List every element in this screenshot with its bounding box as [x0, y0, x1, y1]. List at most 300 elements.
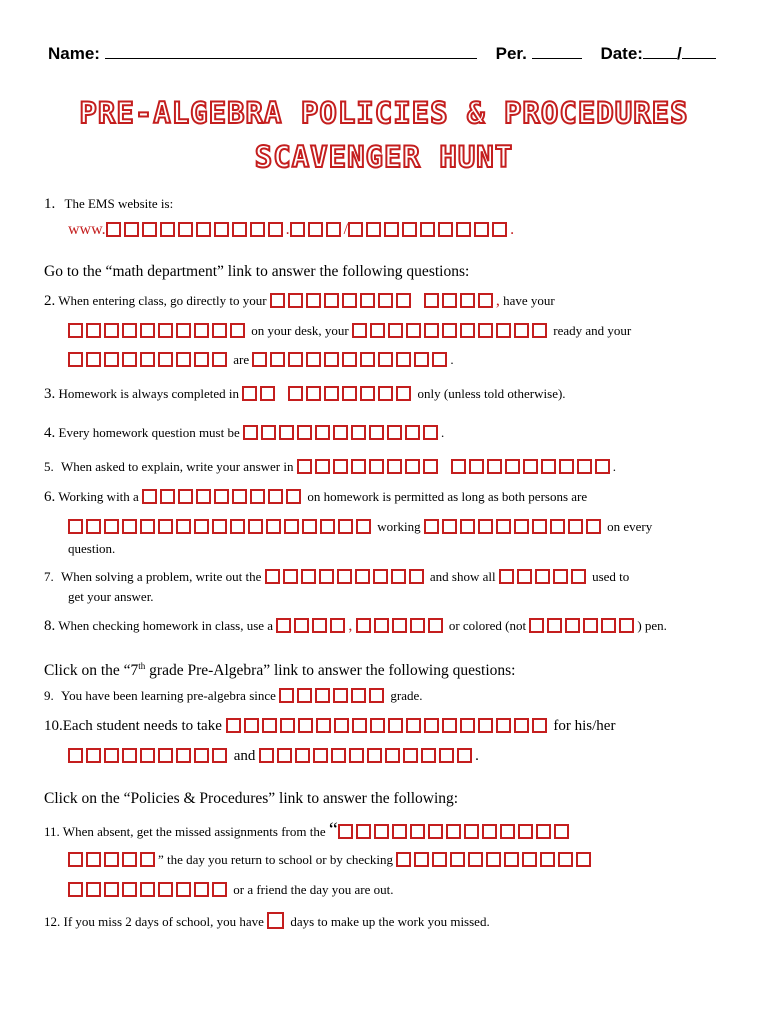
answer-letter-box[interactable] [514, 718, 529, 733]
answer-letter-box[interactable] [298, 718, 313, 733]
answer-letter-box[interactable] [176, 323, 191, 338]
answer-letter-box[interactable] [302, 519, 317, 534]
answer-boxes[interactable] [297, 459, 613, 480]
answer-letter-box[interactable] [342, 352, 357, 367]
answer-letter-box[interactable] [547, 618, 562, 633]
answer-letter-box[interactable] [194, 882, 209, 897]
answer-boxes[interactable] [68, 852, 158, 873]
answer-letter-box[interactable] [410, 824, 425, 839]
answer-letter-box[interactable] [374, 824, 389, 839]
answer-letter-box[interactable] [568, 519, 583, 534]
answer-letter-box[interactable] [230, 519, 245, 534]
answer-letter-box[interactable] [442, 293, 457, 308]
answer-letter-box[interactable] [559, 459, 574, 474]
answer-letter-box[interactable] [315, 459, 330, 474]
answer-letter-box[interactable] [387, 459, 402, 474]
answer-letter-box[interactable] [86, 352, 101, 367]
answer-letter-box[interactable] [442, 323, 457, 338]
answer-letter-box[interactable] [355, 569, 370, 584]
answer-letter-box[interactable] [384, 222, 399, 237]
answer-letter-box[interactable] [270, 352, 285, 367]
answer-letter-box[interactable] [212, 882, 227, 897]
date-separator: / [676, 44, 682, 63]
answer-letter-box[interactable] [122, 519, 137, 534]
answer-letter-box[interactable] [196, 222, 211, 237]
answer-letter-box[interactable] [252, 352, 267, 367]
answer-letter-box[interactable] [122, 323, 137, 338]
answer-letter-box[interactable] [243, 425, 258, 440]
answer-letter-box[interactable] [464, 824, 479, 839]
answer-letter-box[interactable] [478, 293, 493, 308]
answer-boxes[interactable] [68, 882, 230, 903]
answer-letter-box[interactable] [280, 718, 295, 733]
answer-letter-box[interactable] [369, 459, 384, 474]
answer-letter-box[interactable] [158, 352, 173, 367]
answer-letter-box[interactable] [356, 618, 371, 633]
answer-boxes[interactable] [338, 824, 572, 845]
answer-letter-box[interactable] [396, 852, 411, 867]
answer-letter-box[interactable] [360, 386, 375, 401]
answer-letter-box[interactable] [396, 352, 411, 367]
answer-letter-box[interactable] [295, 748, 310, 763]
answer-letter-box[interactable] [565, 618, 580, 633]
answer-letter-box[interactable] [576, 852, 591, 867]
answer-letter-box[interactable] [324, 352, 339, 367]
answer-letter-box[interactable] [265, 569, 280, 584]
answer-letter-box[interactable] [261, 425, 276, 440]
answer-letter-box[interactable] [158, 323, 173, 338]
answer-letter-box[interactable] [367, 748, 382, 763]
answer-letter-box[interactable] [424, 293, 439, 308]
answer-boxes[interactable] [270, 293, 496, 314]
answer-letter-box[interactable] [370, 323, 385, 338]
answer-letter-box[interactable] [450, 852, 465, 867]
answer-letter-box[interactable] [142, 489, 157, 504]
answer-letter-box[interactable] [68, 882, 83, 897]
answer-boxes-domain[interactable] [106, 222, 286, 243]
answer-letter-box[interactable] [460, 293, 475, 308]
answer-letter-box[interactable] [122, 352, 137, 367]
answer-letter-box[interactable] [360, 293, 375, 308]
answer-letter-box[interactable] [457, 748, 472, 763]
answer-letter-box[interactable] [351, 688, 366, 703]
answer-letter-box[interactable] [158, 882, 173, 897]
answer-letter-box[interactable] [438, 222, 453, 237]
answer-letter-box[interactable] [86, 519, 101, 534]
answer-letter-box[interactable] [326, 222, 341, 237]
answer-letter-box[interactable] [297, 459, 312, 474]
answer-boxes[interactable] [259, 748, 475, 769]
answer-letter-box[interactable] [212, 748, 227, 763]
answer-letter-box[interactable] [232, 222, 247, 237]
answer-letter-box[interactable] [86, 852, 101, 867]
answer-letter-box[interactable] [442, 718, 457, 733]
answer-letter-box[interactable] [396, 386, 411, 401]
answer-letter-box[interactable] [122, 748, 137, 763]
answer-letter-box[interactable] [122, 882, 137, 897]
answer-letter-box[interactable] [194, 748, 209, 763]
answer-letter-box[interactable] [601, 618, 616, 633]
answer-boxes[interactable] [252, 352, 450, 373]
answer-letter-box[interactable] [288, 293, 303, 308]
answer-letter-box[interactable] [369, 425, 384, 440]
answer-letter-box[interactable] [86, 323, 101, 338]
answer-letter-box[interactable] [158, 748, 173, 763]
answer-letter-box[interactable] [324, 293, 339, 308]
answer-letter-box[interactable] [571, 569, 586, 584]
answer-letter-box[interactable] [226, 718, 241, 733]
answer-letter-box[interactable] [356, 824, 371, 839]
answer-letter-box[interactable] [558, 852, 573, 867]
answer-boxes[interactable] [243, 425, 441, 446]
answer-letter-box[interactable] [405, 425, 420, 440]
answer-letter-box[interactable] [577, 459, 592, 474]
answer-letter-box[interactable] [532, 323, 547, 338]
answer-letter-box[interactable] [554, 824, 569, 839]
answer-letter-box[interactable] [496, 323, 511, 338]
answer-boxes[interactable] [529, 618, 637, 639]
answer-letter-box[interactable] [312, 618, 327, 633]
answer-letter-box[interactable] [313, 748, 328, 763]
answer-letter-box[interactable] [342, 386, 357, 401]
answer-boxes[interactable] [276, 618, 348, 639]
answer-letter-box[interactable] [409, 569, 424, 584]
answer-letter-box[interactable] [142, 222, 157, 237]
answer-boxes[interactable] [352, 323, 550, 344]
url-prefix: www. [68, 221, 106, 238]
answer-letter-box[interactable] [373, 569, 388, 584]
answer-letter-box[interactable] [178, 489, 193, 504]
answer-letter-box[interactable] [421, 748, 436, 763]
answer-letter-box[interactable] [522, 852, 537, 867]
answer-letter-box[interactable] [68, 519, 83, 534]
answer-letter-box[interactable] [482, 824, 497, 839]
answer-letter-box[interactable] [259, 748, 274, 763]
answer-letter-box[interactable] [423, 459, 438, 474]
answer-letter-box[interactable] [523, 459, 538, 474]
answer-letter-box[interactable] [268, 489, 283, 504]
answer-letter-box[interactable] [423, 425, 438, 440]
answer-letter-box[interactable] [535, 569, 550, 584]
answer-letter-box[interactable] [288, 352, 303, 367]
answer-letter-box[interactable] [140, 852, 155, 867]
answer-letter-box[interactable] [517, 569, 532, 584]
answer-letter-box[interactable] [250, 222, 265, 237]
answer-letter-box[interactable] [124, 222, 139, 237]
answer-letter-box[interactable] [315, 425, 330, 440]
answer-letter-box[interactable] [158, 519, 173, 534]
date-day-field[interactable] [682, 44, 716, 59]
answer-boxes-path[interactable] [348, 222, 510, 243]
answer-letter-box[interactable] [320, 519, 335, 534]
answer-letter-box[interactable] [402, 222, 417, 237]
answer-letter-box[interactable] [176, 882, 191, 897]
answer-letter-box[interactable] [306, 352, 321, 367]
answer-letter-box[interactable] [160, 489, 175, 504]
answer-letter-box[interactable] [460, 519, 475, 534]
answer-letter-box[interactable] [356, 519, 371, 534]
answer-boxes[interactable] [424, 519, 604, 540]
answer-letter-box[interactable] [442, 519, 457, 534]
answer-letter-box[interactable] [540, 852, 555, 867]
answer-letter-box[interactable] [348, 222, 363, 237]
answer-letter-box[interactable] [196, 489, 211, 504]
answer-letter-box[interactable] [104, 323, 119, 338]
answer-letter-box[interactable] [301, 569, 316, 584]
answer-letter-box[interactable] [456, 222, 471, 237]
answer-boxes[interactable] [226, 718, 550, 739]
answer-letter-box[interactable] [232, 489, 247, 504]
answer-letter-box[interactable] [104, 748, 119, 763]
answer-boxes[interactable] [68, 748, 230, 769]
answer-letter-box[interactable] [536, 824, 551, 839]
answer-letter-box[interactable] [286, 489, 301, 504]
answer-letter-box[interactable] [279, 688, 294, 703]
answer-letter-box[interactable] [106, 222, 121, 237]
answer-letter-box[interactable] [68, 323, 83, 338]
answer-letter-box[interactable] [212, 323, 227, 338]
answer-letter-box[interactable] [529, 618, 544, 633]
answer-letter-box[interactable] [532, 718, 547, 733]
answer-letter-box[interactable] [351, 459, 366, 474]
answer-letter-box[interactable] [160, 222, 175, 237]
answer-letter-box[interactable] [504, 852, 519, 867]
answer-letter-box[interactable] [424, 519, 439, 534]
answer-letter-box[interactable] [214, 489, 229, 504]
answer-letter-box[interactable] [619, 618, 634, 633]
answer-letter-box[interactable] [391, 569, 406, 584]
answer-letter-box[interactable] [178, 222, 193, 237]
answer-letter-box[interactable] [460, 718, 475, 733]
answer-letter-box[interactable] [406, 718, 421, 733]
answer-letter-box[interactable] [122, 852, 137, 867]
answer-letter-box[interactable] [496, 519, 511, 534]
period-field[interactable] [532, 44, 582, 59]
answer-letter-box[interactable] [499, 569, 514, 584]
answer-letter-box[interactable] [374, 618, 389, 633]
answer-letter-box[interactable] [342, 293, 357, 308]
answer-letter-box[interactable] [378, 293, 393, 308]
answer-letter-box[interactable] [284, 519, 299, 534]
answer-letter-box[interactable] [424, 323, 439, 338]
answer-letter-box[interactable] [306, 293, 321, 308]
answer-letter-box[interactable] [387, 425, 402, 440]
answer-letter-box[interactable] [333, 459, 348, 474]
answer-letter-box[interactable] [410, 618, 425, 633]
answer-letter-box[interactable] [541, 459, 556, 474]
answer-letter-box[interactable] [104, 852, 119, 867]
answer-boxes[interactable] [396, 852, 594, 873]
answer-letter-box[interactable] [414, 852, 429, 867]
answer-letter-box[interactable] [176, 352, 191, 367]
answer-letter-box[interactable] [68, 748, 83, 763]
answer-letter-box[interactable] [514, 519, 529, 534]
answer-letter-box[interactable] [297, 425, 312, 440]
answer-letter-box[interactable] [478, 323, 493, 338]
answer-letter-box[interactable] [420, 222, 435, 237]
answer-letter-box[interactable] [244, 718, 259, 733]
answer-letter-box[interactable] [514, 323, 529, 338]
question-text: and show all [429, 569, 496, 584]
answer-boxes[interactable] [68, 352, 230, 373]
answer-letter-box[interactable] [468, 852, 483, 867]
answer-letter-box[interactable] [550, 519, 565, 534]
answer-letter-box[interactable] [277, 748, 292, 763]
answer-letter-box[interactable] [337, 569, 352, 584]
answer-boxes[interactable] [68, 519, 374, 540]
answer-letter-box[interactable] [306, 386, 321, 401]
answer-letter-box[interactable] [308, 222, 323, 237]
answer-letter-box[interactable] [194, 352, 209, 367]
answer-letter-box[interactable] [104, 519, 119, 534]
answer-letter-box[interactable] [324, 386, 339, 401]
answer-letter-box[interactable] [366, 222, 381, 237]
answer-letter-box[interactable] [432, 352, 447, 367]
answer-letter-box[interactable] [360, 352, 375, 367]
question-text: If you miss 2 days of school, you have [63, 914, 264, 929]
answer-letter-box[interactable] [492, 222, 507, 237]
answer-letter-box[interactable] [214, 222, 229, 237]
answer-boxes[interactable] [142, 489, 304, 510]
answer-letter-box[interactable] [370, 718, 385, 733]
answer-letter-box[interactable] [250, 489, 265, 504]
answer-letter-box[interactable] [439, 748, 454, 763]
answer-letter-box[interactable] [369, 688, 384, 703]
answer-letter-box[interactable] [451, 459, 466, 474]
answer-letter-box[interactable] [392, 618, 407, 633]
answer-letter-box[interactable] [469, 459, 484, 474]
answer-boxes[interactable] [68, 323, 248, 344]
answer-letter-box[interactable] [446, 824, 461, 839]
answer-letter-box[interactable] [486, 852, 501, 867]
answer-letter-box[interactable] [330, 618, 345, 633]
answer-letter-box[interactable] [474, 222, 489, 237]
answer-letter-box[interactable] [248, 519, 263, 534]
answer-letter-box[interactable] [414, 352, 429, 367]
answer-letter-box[interactable] [392, 824, 407, 839]
answer-letter-box[interactable] [406, 323, 421, 338]
answer-letter-box[interactable] [595, 459, 610, 474]
answer-letter-box[interactable] [586, 519, 601, 534]
answer-letter-box[interactable] [212, 352, 227, 367]
answer-letter-box[interactable] [333, 425, 348, 440]
answer-letter-box[interactable] [378, 386, 393, 401]
answer-letter-box[interactable] [270, 293, 285, 308]
answer-letter-box[interactable] [460, 323, 475, 338]
answer-letter-box[interactable] [428, 618, 443, 633]
answer-letter-box[interactable] [349, 748, 364, 763]
answer-boxes[interactable] [499, 569, 589, 590]
answer-letter-box[interactable] [428, 824, 443, 839]
question-3 [44, 384, 566, 407]
answer-letter-box[interactable] [583, 618, 598, 633]
superscript: th [138, 661, 146, 671]
answer-letter-box[interactable] [279, 425, 294, 440]
answer-letter-box[interactable] [553, 569, 568, 584]
answer-letter-box[interactable] [140, 748, 155, 763]
answer-letter-box[interactable] [268, 222, 283, 237]
answer-letter-box[interactable] [260, 386, 275, 401]
answer-letter-box[interactable] [338, 519, 353, 534]
answer-letter-box[interactable] [104, 352, 119, 367]
answer-letter-box[interactable] [405, 459, 420, 474]
answer-letter-box[interactable] [496, 718, 511, 733]
answer-letter-box[interactable] [319, 569, 334, 584]
answer-boxes[interactable] [265, 569, 427, 590]
answer-letter-box[interactable] [176, 519, 191, 534]
answer-letter-box[interactable] [396, 293, 411, 308]
answer-letter-box[interactable] [378, 352, 393, 367]
answer-boxes-tld[interactable] [290, 222, 344, 243]
answer-letter-box[interactable] [478, 519, 493, 534]
answer-letter-box[interactable] [478, 718, 493, 733]
answer-letter-box[interactable] [194, 323, 209, 338]
answer-letter-box[interactable] [176, 748, 191, 763]
answer-letter-box[interactable] [403, 748, 418, 763]
answer-letter-box[interactable] [194, 519, 209, 534]
answer-letter-box[interactable] [424, 718, 439, 733]
answer-letter-box[interactable] [297, 688, 312, 703]
answer-letter-box[interactable] [518, 824, 533, 839]
answer-letter-box[interactable] [487, 459, 502, 474]
answer-boxes[interactable] [242, 386, 414, 407]
answer-letter-box[interactable] [290, 222, 305, 237]
answer-letter-box[interactable] [276, 618, 291, 633]
answer-letter-box[interactable] [140, 882, 155, 897]
answer-letter-box[interactable] [140, 352, 155, 367]
answer-letter-box[interactable] [500, 824, 515, 839]
answer-letter-box[interactable] [338, 824, 353, 839]
answer-letter-box[interactable] [352, 323, 367, 338]
answer-letter-box[interactable] [266, 519, 281, 534]
answer-letter-box[interactable] [262, 718, 277, 733]
answer-letter-box[interactable] [385, 748, 400, 763]
question-text: on your desk, your [251, 323, 349, 338]
answer-boxes[interactable] [267, 912, 287, 935]
answer-letter-box[interactable] [334, 718, 349, 733]
answer-letter-box[interactable] [352, 718, 367, 733]
answer-letter-box[interactable] [267, 912, 284, 929]
answer-letter-box[interactable] [86, 882, 101, 897]
name-field[interactable] [105, 44, 477, 59]
answer-letter-box[interactable] [242, 386, 257, 401]
answer-letter-box[interactable] [140, 323, 155, 338]
answer-boxes[interactable] [279, 688, 387, 709]
answer-letter-box[interactable] [333, 688, 348, 703]
answer-letter-box[interactable] [505, 459, 520, 474]
answer-letter-box[interactable] [316, 718, 331, 733]
answer-letter-box[interactable] [351, 425, 366, 440]
answer-letter-box[interactable] [388, 718, 403, 733]
answer-letter-box[interactable] [432, 852, 447, 867]
answer-letter-box[interactable] [294, 618, 309, 633]
answer-letter-box[interactable] [532, 519, 547, 534]
answer-letter-box[interactable] [68, 852, 83, 867]
answer-letter-box[interactable] [331, 748, 346, 763]
answer-letter-box[interactable] [315, 688, 330, 703]
answer-letter-box[interactable] [104, 882, 119, 897]
answer-letter-box[interactable] [68, 352, 83, 367]
answer-letter-box[interactable] [283, 569, 298, 584]
date-month-field[interactable] [643, 44, 677, 59]
answer-boxes[interactable] [356, 618, 446, 639]
answer-letter-box[interactable] [288, 386, 303, 401]
answer-letter-box[interactable] [388, 323, 403, 338]
answer-letter-box[interactable] [140, 519, 155, 534]
answer-letter-box[interactable] [212, 519, 227, 534]
answer-letter-box[interactable] [86, 748, 101, 763]
answer-letter-box[interactable] [230, 323, 245, 338]
